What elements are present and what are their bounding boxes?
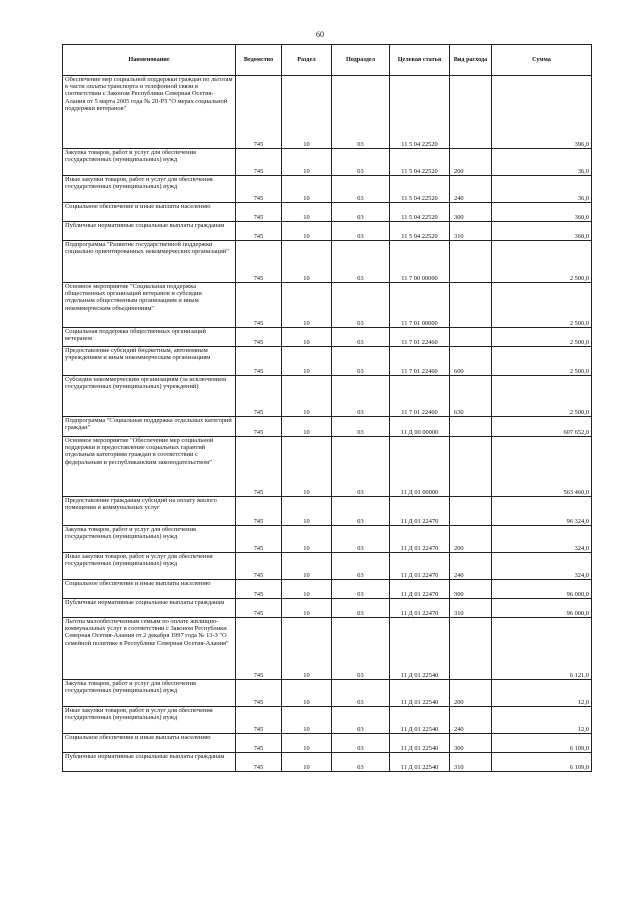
cell-section: 10 — [282, 437, 332, 497]
cell-name: Социальное обеспечение и иные выплаты населению — [63, 734, 236, 753]
cell-name: Обеспечение мер социальной поддержки граждан по льготам в части оплаты транспорта и телефонной связи в соответствии с Законом Республики Северная Осетия-Алания от 5 марта 2005 года № 20-РЗ "О мерах социальной поддержки ветеранов" — [63, 76, 236, 149]
cell-name: Предоставление гражданам субсидий на оплату жилого помещения и коммунальных услуг — [63, 497, 236, 526]
cell-subsection: 03 — [332, 553, 390, 580]
cell-name: Иные закупки товаров, работ и услуг для обеспечения государственных (муниципальных) нужд — [63, 707, 236, 734]
cell-amount: 607 652,0 — [492, 417, 592, 437]
cell-target: 11 Д 01 22470 — [390, 497, 450, 526]
cell-section: 10 — [282, 149, 332, 176]
table-row — [63, 437, 592, 497]
cell-exptype: 600 — [450, 347, 492, 376]
table-row — [63, 734, 592, 753]
table-row — [63, 328, 592, 347]
cell-section: 10 — [282, 76, 332, 149]
header-section: Раздел — [282, 45, 332, 76]
cell-amount: 6 109,0 — [492, 734, 592, 753]
cell-exptype: 240 — [450, 707, 492, 734]
cell-target: 11 Д 01 22540 — [390, 734, 450, 753]
cell-dept: 745 — [236, 376, 282, 417]
table-row — [63, 526, 592, 553]
cell-dept: 745 — [236, 618, 282, 680]
cell-exptype — [450, 76, 492, 149]
cell-amount: 324,0 — [492, 553, 592, 580]
cell-target: 11 5 04 22520 — [390, 149, 450, 176]
table-row — [63, 753, 592, 772]
cell-exptype: 200 — [450, 526, 492, 553]
cell-amount: 396,0 — [492, 76, 592, 149]
cell-name: Подпрограмма "Развитие государственной поддержки социально ориентированных некоммерческих организаций" — [63, 241, 236, 283]
cell-exptype: 240 — [450, 176, 492, 203]
cell-dept: 745 — [236, 176, 282, 203]
cell-subsection: 03 — [332, 328, 390, 347]
cell-subsection: 03 — [332, 76, 390, 149]
cell-dept: 745 — [236, 76, 282, 149]
cell-subsection: 03 — [332, 222, 390, 241]
cell-section: 10 — [282, 680, 332, 707]
cell-name: Предоставление субсидий бюджетным, автономным учреждениям и иным некоммерческим организациям — [63, 347, 236, 376]
table-row — [63, 283, 592, 328]
cell-amount: 96 324,0 — [492, 497, 592, 526]
table-row — [63, 553, 592, 580]
table-row — [63, 618, 592, 680]
cell-section: 10 — [282, 328, 332, 347]
cell-section: 10 — [282, 222, 332, 241]
cell-subsection: 03 — [332, 526, 390, 553]
cell-amount: 324,0 — [492, 526, 592, 553]
cell-target: 11 7 01 22460 — [390, 347, 450, 376]
cell-target: 11 5 04 22520 — [390, 76, 450, 149]
cell-name: Социальное обеспечение и иные выплаты населению — [63, 203, 236, 222]
cell-exptype — [450, 417, 492, 437]
cell-amount: 360,0 — [492, 203, 592, 222]
cell-subsection: 03 — [332, 753, 390, 772]
cell-amount: 2 500,0 — [492, 328, 592, 347]
cell-target: 11 Д 01 22470 — [390, 580, 450, 599]
cell-target: 11 5 04 22520 — [390, 176, 450, 203]
cell-exptype — [450, 328, 492, 347]
table-row — [63, 176, 592, 203]
cell-name: Иные закупки товаров, работ и услуг для обеспечения государственных (муниципальных) нужд — [63, 553, 236, 580]
cell-target: 11 Д 01 22540 — [390, 707, 450, 734]
cell-amount: 96 000,0 — [492, 599, 592, 618]
cell-target: 11 Д 01 22540 — [390, 753, 450, 772]
cell-dept: 745 — [236, 734, 282, 753]
cell-dept: 745 — [236, 599, 282, 618]
cell-name: Подпрограмма "Социальная поддержка отдельных категорий граждан" — [63, 417, 236, 437]
cell-target: 11 7 01 22460 — [390, 328, 450, 347]
cell-name: Социальная поддержка общественных организаций ветеранов — [63, 328, 236, 347]
table-row — [63, 599, 592, 618]
cell-target: 11 7 01 00000 — [390, 283, 450, 328]
cell-target: 11 Д 00 00000 — [390, 417, 450, 437]
cell-amount: 2 500,0 — [492, 376, 592, 417]
cell-dept: 745 — [236, 222, 282, 241]
cell-subsection: 03 — [332, 347, 390, 376]
page-number: 60 — [316, 30, 324, 39]
header-amount: Сумма — [492, 45, 592, 76]
cell-subsection: 03 — [332, 149, 390, 176]
cell-exptype: 300 — [450, 203, 492, 222]
cell-subsection: 03 — [332, 580, 390, 599]
cell-dept: 745 — [236, 417, 282, 437]
cell-section: 10 — [282, 553, 332, 580]
cell-subsection: 03 — [332, 241, 390, 283]
cell-exptype: 200 — [450, 149, 492, 176]
table-row — [63, 76, 592, 149]
cell-target: 11 Д 01 22470 — [390, 553, 450, 580]
cell-exptype — [450, 437, 492, 497]
cell-amount: 2 500,0 — [492, 347, 592, 376]
cell-exptype — [450, 497, 492, 526]
cell-name: Публичные нормативные социальные выплаты гражданам — [63, 753, 236, 772]
table-header-row — [63, 45, 592, 76]
cell-exptype: 310 — [450, 222, 492, 241]
cell-name: Основное мероприятие "Социальная поддержка общественных организаций ветеранов и субсидии отдельным общественным организациям и иным некоммерческим объединениям" — [63, 283, 236, 328]
cell-exptype: 310 — [450, 753, 492, 772]
cell-dept: 745 — [236, 283, 282, 328]
cell-dept: 745 — [236, 707, 282, 734]
cell-dept: 745 — [236, 753, 282, 772]
cell-section: 10 — [282, 707, 332, 734]
cell-target: 11 Д 01 22540 — [390, 618, 450, 680]
cell-subsection: 03 — [332, 417, 390, 437]
table-row — [63, 149, 592, 176]
cell-dept: 745 — [236, 553, 282, 580]
cell-section: 10 — [282, 283, 332, 328]
cell-dept: 745 — [236, 328, 282, 347]
cell-dept: 745 — [236, 580, 282, 599]
cell-name: Закупка товаров, работ и услуг для обеспечения государственных (муниципальных) нужд — [63, 680, 236, 707]
cell-name: Иные закупки товаров, работ и услуг для обеспечения государственных (муниципальных) нужд — [63, 176, 236, 203]
cell-subsection: 03 — [332, 176, 390, 203]
header-subsection: Подраздел — [332, 45, 390, 76]
cell-exptype: 310 — [450, 599, 492, 618]
cell-name: Субсидии некоммерческим организациям (за исключением государственных (муниципальных) учреждений) — [63, 376, 236, 417]
table-row — [63, 417, 592, 437]
cell-dept: 745 — [236, 437, 282, 497]
table-row — [63, 222, 592, 241]
header-name: Наименование — [63, 45, 236, 76]
cell-amount: 6 121,0 — [492, 618, 592, 680]
cell-dept: 745 — [236, 241, 282, 283]
cell-subsection: 03 — [332, 283, 390, 328]
cell-subsection: 03 — [332, 618, 390, 680]
cell-exptype — [450, 283, 492, 328]
header-target: Целевая статья — [390, 45, 450, 76]
table-row — [63, 203, 592, 222]
cell-dept: 745 — [236, 526, 282, 553]
cell-section: 10 — [282, 599, 332, 618]
cell-section: 10 — [282, 497, 332, 526]
cell-name: Закупка товаров, работ и услуг для обеспечения государственных (муниципальных) нужд — [63, 149, 236, 176]
cell-name: Льготы малообеспеченным семьям по оплате жилищно-коммунальных услуг в соответствии с Законом Республики Северная Осетия-Алания от 2 декабря 1997 года № 13-З "О семейной политике в Республике Северная Осетия-Алания" — [63, 618, 236, 680]
cell-amount: 96 000,0 — [492, 580, 592, 599]
cell-amount: 6 109,0 — [492, 753, 592, 772]
cell-section: 10 — [282, 376, 332, 417]
cell-subsection: 03 — [332, 437, 390, 497]
cell-exptype: 300 — [450, 734, 492, 753]
table-row — [63, 707, 592, 734]
cell-section: 10 — [282, 734, 332, 753]
cell-amount: 12,0 — [492, 707, 592, 734]
cell-exptype: 240 — [450, 553, 492, 580]
cell-dept: 745 — [236, 497, 282, 526]
cell-amount: 2 500,0 — [492, 283, 592, 328]
cell-name: Закупка товаров, работ и услуг для обеспечения государственных (муниципальных) нужд — [63, 526, 236, 553]
cell-amount: 563 460,0 — [492, 437, 592, 497]
cell-section: 10 — [282, 347, 332, 376]
cell-target: 11 Д 01 22470 — [390, 526, 450, 553]
cell-amount: 36,0 — [492, 176, 592, 203]
cell-name: Основное мероприятие "Обеспечение мер социальной поддержки и предоставление социальных гарантий отдельным категориям граждан в соответствии с федеральным и республиканским законодательством" — [63, 437, 236, 497]
cell-exptype — [450, 618, 492, 680]
cell-subsection: 03 — [332, 599, 390, 618]
cell-exptype: 300 — [450, 580, 492, 599]
cell-subsection: 03 — [332, 680, 390, 707]
table-row — [63, 580, 592, 599]
cell-subsection: 03 — [332, 707, 390, 734]
cell-amount: 360,0 — [492, 222, 592, 241]
cell-subsection: 03 — [332, 376, 390, 417]
cell-name: Социальное обеспечение и иные выплаты населению — [63, 580, 236, 599]
cell-target: 11 7 00 00000 — [390, 241, 450, 283]
cell-exptype — [450, 241, 492, 283]
budget-table — [62, 44, 592, 772]
cell-section: 10 — [282, 203, 332, 222]
cell-subsection: 03 — [332, 734, 390, 753]
cell-exptype: 630 — [450, 376, 492, 417]
header-exptype: Вид расхода — [450, 45, 492, 76]
cell-section: 10 — [282, 417, 332, 437]
cell-target: 11 5 04 22520 — [390, 203, 450, 222]
cell-name: Публичные нормативные социальные выплаты гражданам — [63, 222, 236, 241]
cell-target: 11 Д 01 22470 — [390, 599, 450, 618]
table-row — [63, 376, 592, 417]
cell-amount: 2 500,0 — [492, 241, 592, 283]
table-row — [63, 347, 592, 376]
cell-dept: 745 — [236, 680, 282, 707]
cell-section: 10 — [282, 526, 332, 553]
cell-exptype: 200 — [450, 680, 492, 707]
table-row — [63, 241, 592, 283]
cell-dept: 745 — [236, 149, 282, 176]
cell-dept: 745 — [236, 347, 282, 376]
header-dept: Ведомство — [236, 45, 282, 76]
cell-target: 11 7 01 22460 — [390, 376, 450, 417]
table-row — [63, 680, 592, 707]
cell-amount: 36,0 — [492, 149, 592, 176]
cell-target: 11 5 04 22520 — [390, 222, 450, 241]
cell-section: 10 — [282, 176, 332, 203]
cell-section: 10 — [282, 753, 332, 772]
cell-amount: 12,0 — [492, 680, 592, 707]
cell-name: Публичные нормативные социальные выплаты гражданам — [63, 599, 236, 618]
cell-section: 10 — [282, 241, 332, 283]
cell-subsection: 03 — [332, 497, 390, 526]
cell-target: 11 Д 01 22540 — [390, 680, 450, 707]
cell-subsection: 03 — [332, 203, 390, 222]
cell-target: 11 Д 01 00000 — [390, 437, 450, 497]
cell-section: 10 — [282, 618, 332, 680]
cell-section: 10 — [282, 580, 332, 599]
table-row — [63, 497, 592, 526]
cell-dept: 745 — [236, 203, 282, 222]
